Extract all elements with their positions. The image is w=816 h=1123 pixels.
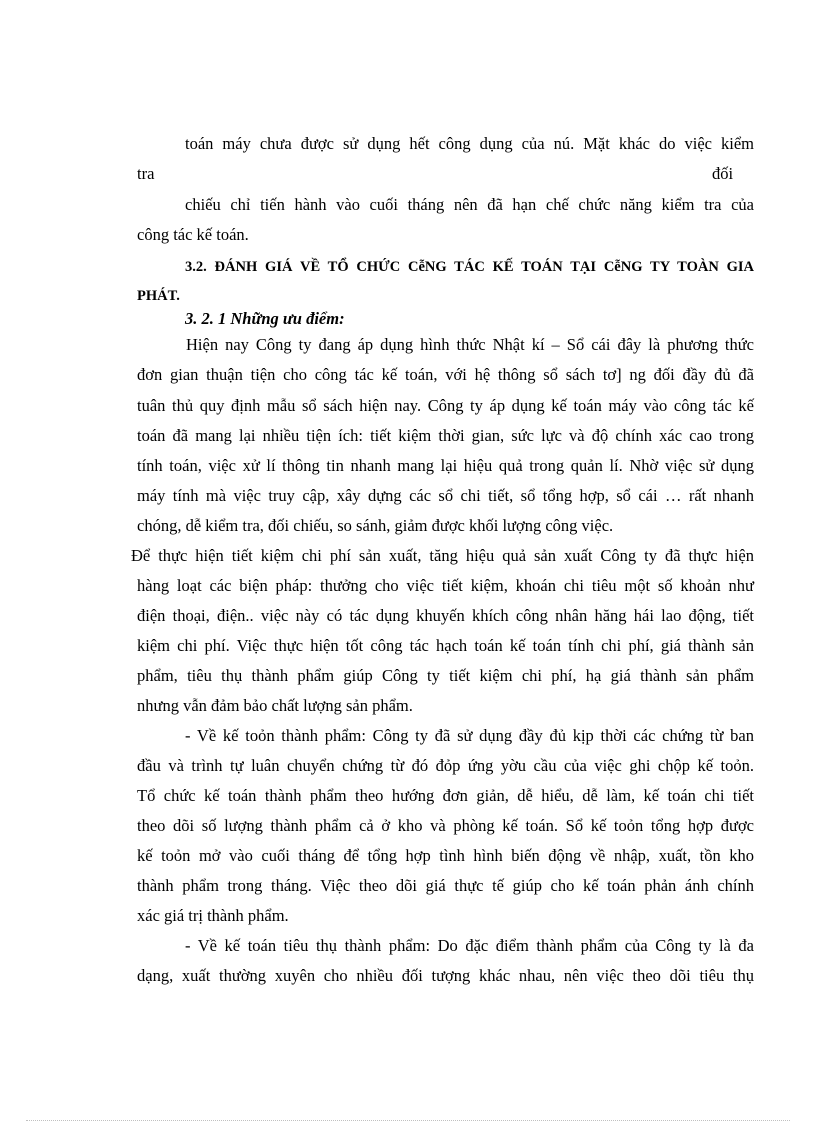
text-line: toán máy chưa được sử dụng hết công dụng của nú. Mặt khác do việc kiểm xyxy=(185,134,754,153)
text-line: xác giá trị thành phẩm. xyxy=(137,906,289,925)
text-line: đối xyxy=(712,164,734,183)
text-line: kế toỏn mở vào cuối tháng để tổng hợp tình hình biến động về nhập, xuất, tồn kho xyxy=(137,846,754,865)
text-line: kiệm chi phí. Việc thực hiện tốt công tác hạch toán kế toán tính chi phí, giá thành sản xyxy=(137,636,754,655)
text-line: Hiện nay Công ty đang áp dụng hình thức Nhật kí – Sổ cái đây là phương thức xyxy=(186,335,754,354)
text-line: Tổ chức kế toán thành phẩm theo hướng đơn giản, dễ hiểu, dễ làm, kế toán chi tiết xyxy=(137,786,754,805)
text-line: - Về kế toán tiêu thụ thành phẩm: Do đặc điểm thành phẩm của Công ty là đa xyxy=(185,936,754,955)
text-line: đơn gian thuận tiện cho công tác kế toán, với hệ thông sổ sách tơ] ng đối đầy đủ đã xyxy=(137,365,754,384)
text-line: công tác kế toán. xyxy=(137,225,249,244)
page-bottom-border xyxy=(26,1120,790,1121)
text-line: hàng loạt các biện pháp: thưởng cho việc tiết kiệm, khoán chi tiêu một số khoản như xyxy=(137,576,754,595)
text-line: phẩm, tiêu thụ thành phẩm giúp Công ty tiết kiệm chi phí, hạ giá thành sản phẩm xyxy=(137,666,754,685)
text-line: chóng, dễ kiểm tra, đối chiếu, so sánh, giảm được khối lượng công việc. xyxy=(137,516,614,535)
text-line: điện thoại, điện.. việc này có tác dụng khuyến khích công nhân hăng hái lao động, tiết xyxy=(137,606,754,625)
text-line: thành phẩm trong tháng. Việc theo dõi giá thực tế giúp cho kế toán phản ánh chính xyxy=(137,876,754,895)
text-line: máy tính mà việc truy cập, xây dựng các sổ chi tiết, sổ tổng hợp, sổ cái … rất nhanh xyxy=(137,486,754,505)
text-line: tra xyxy=(137,164,155,183)
text-line: nhưng vẫn đảm bảo chất lượng sản phẩm. xyxy=(137,696,413,715)
text-line: Để thực hiện tiết kiệm chi phí sản xuất, tăng hiệu quả sản xuất Công ty đã thực hiện xyxy=(131,546,754,565)
text-line: tính toán, việc xử lí thông tin nhanh mang lại hiệu quả trong quản lí. Nhờ việc sử dụng xyxy=(137,456,754,475)
text-line: đầu và trình tự luân chuyển chứng từ đó đỏp ứng yờu cầu của việc ghi chộp kế toỏn. xyxy=(137,756,754,775)
text-line: theo dõi số lượng thành phẩm cả ở kho và phòng kế toán. Sổ kế toỏn tổng hợp được xyxy=(137,816,754,835)
text-line: toán đã mang lại nhiều tiện ích: tiết kiệm thời gian, sức lực và độ chính xác cao trong xyxy=(137,426,754,445)
text-line: dạng, xuất thường xuyên cho nhiều đối tượng khác nhau, nên việc theo dõi tiêu thụ xyxy=(137,966,754,985)
section-heading: 3.2. ĐÁNH GIÁ VỀ TỔ CHỨC CễNG TÁC KẾ TOÁN TẠI CễNG TY TOÀN GIA xyxy=(185,259,754,275)
text-line: chiếu chỉ tiến hành vào cuối tháng nên đã hạn chế chức năng kiểm tra của xyxy=(185,195,754,214)
text-line: tuân thủ quy định mẫu sổ sách hiện nay. Công ty áp dụng kế toán máy vào công tác kế xyxy=(137,396,754,415)
section-heading: PHÁT. xyxy=(137,288,180,304)
subsection-heading: 3. 2. 1 Những ưu điểm: xyxy=(185,309,345,328)
text-line: - Về kế toỏn thành phẩm: Công ty đã sử dụng đầy đủ kịp thời các chứng từ ban xyxy=(185,726,754,745)
